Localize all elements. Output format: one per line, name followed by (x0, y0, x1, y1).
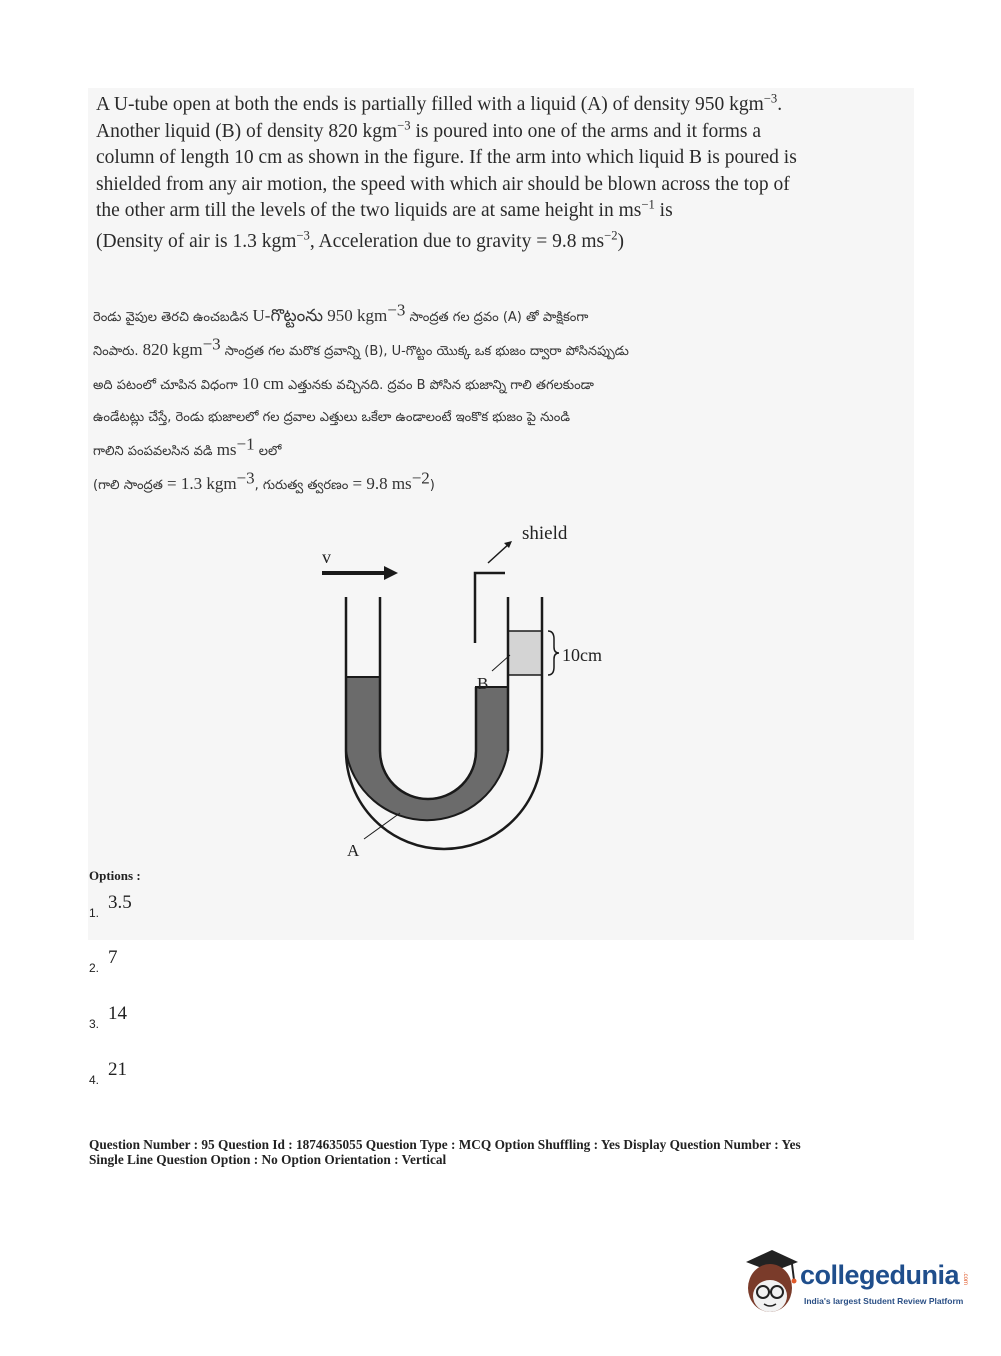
question-note: (Density of air is 1.3 kgm$^{-3}$, Acceleration due to gravity = 9.8 $ms^{-2}$) (96, 228, 625, 252)
option-value: 21 (108, 1059, 127, 1080)
question-line: ఉండేటట్లు చేస్తే, రెండు భుజాలలో గల ద్రవాల ఎత్తులు ఒకేలా ఉండాలంటే ఇంకొక భుజం పై నుండి (93, 410, 570, 425)
label-b: B (477, 674, 489, 693)
question-line: Another liquid (B) of density 820 kgm$^{-3}$ is poured into one of the arms and it forms a (96, 118, 761, 142)
option-value: 3.5 (108, 892, 132, 913)
options-heading: Options : (89, 868, 141, 883)
question-text-english (96, 92, 896, 255)
label-a: A (347, 841, 360, 860)
option-number: 4. (89, 1073, 100, 1087)
question-line: గాలిని పంపవలసిన వడి $ms^{-1}$ లలో (93, 434, 282, 459)
question-metadata (89, 1137, 949, 1167)
option-number: 1. (89, 906, 100, 920)
option-number: 2. (89, 961, 100, 975)
collegedunia-logo[interactable] (740, 1248, 980, 1318)
velocity-arrow (322, 566, 398, 580)
option-value: 14 (108, 1003, 127, 1024)
shield (475, 573, 505, 643)
question-line: shielded from any air motion, the speed with which air should be blown across the top of (96, 173, 790, 195)
option-value: 7 (108, 947, 118, 968)
question-line: నింపారు. 820 kgm$^{-3}$ సాంద్రత గల మరొక ద్రవాన్ని (B), U-గొట్టం యొక్క ఒక భుజం ద్వారా పోసినప్పుడు (93, 334, 629, 359)
label-v: v (322, 547, 331, 567)
brand-domain: .com (962, 1272, 968, 1286)
student-mascot-icon (740, 1248, 798, 1316)
question-note: (గాలి సాంద్రత = 1.3 kgm$^{-3}$, గురుత్వ త్వరణం = 9.8 $ms^{-2}$) (93, 468, 435, 493)
question-line: రెండు వైపుల తెరచి ఉంచబడిన U-గొట్టంను 950 kgm$^{-3}$ సాంద్రత గల ద్రవం (A) తో పాక్షికంగా (93, 300, 589, 325)
option-number: 3. (89, 1017, 100, 1031)
metadata-line: Question Number : 95 Question Id : 1874635055 Question Type : MCQ Option Shuffling : Yes Display Question Number : Yes (89, 1137, 801, 1152)
question-text-telugu (93, 300, 903, 502)
question-line: column of length 10 cm as shown in the figure. If the arm into which liquid B is poured is (96, 147, 797, 168)
brand-name: collegedunia (800, 1260, 960, 1290)
brace-10cm (548, 631, 559, 675)
metadata-line: Single Line Question Option : No Option Orientation : Vertical (89, 1152, 447, 1167)
label-10cm: 10cm (562, 645, 602, 665)
question-line: A U-tube open at both the ends is partially filled with a liquid (A) of density 950 kgm$^{-3}$. (96, 91, 783, 115)
label-shield: shield (522, 523, 568, 544)
shield-pointer-arrow (488, 541, 512, 563)
liquid-b (508, 631, 542, 675)
u-tube-figure (300, 515, 640, 865)
question-line: the other arm till the levels of the two liquids are at same height in $ms^{-1}$ is (96, 197, 673, 221)
brand-tagline: India's largest Student Review Platform (804, 1296, 964, 1306)
question-line: అది పటంలో చూపిన విధంగా 10 cm ఎత్తునకు వచ్చినది. ద్రవం B పోసిన భుజాన్ని గాలి తగలకుండా (93, 374, 594, 393)
